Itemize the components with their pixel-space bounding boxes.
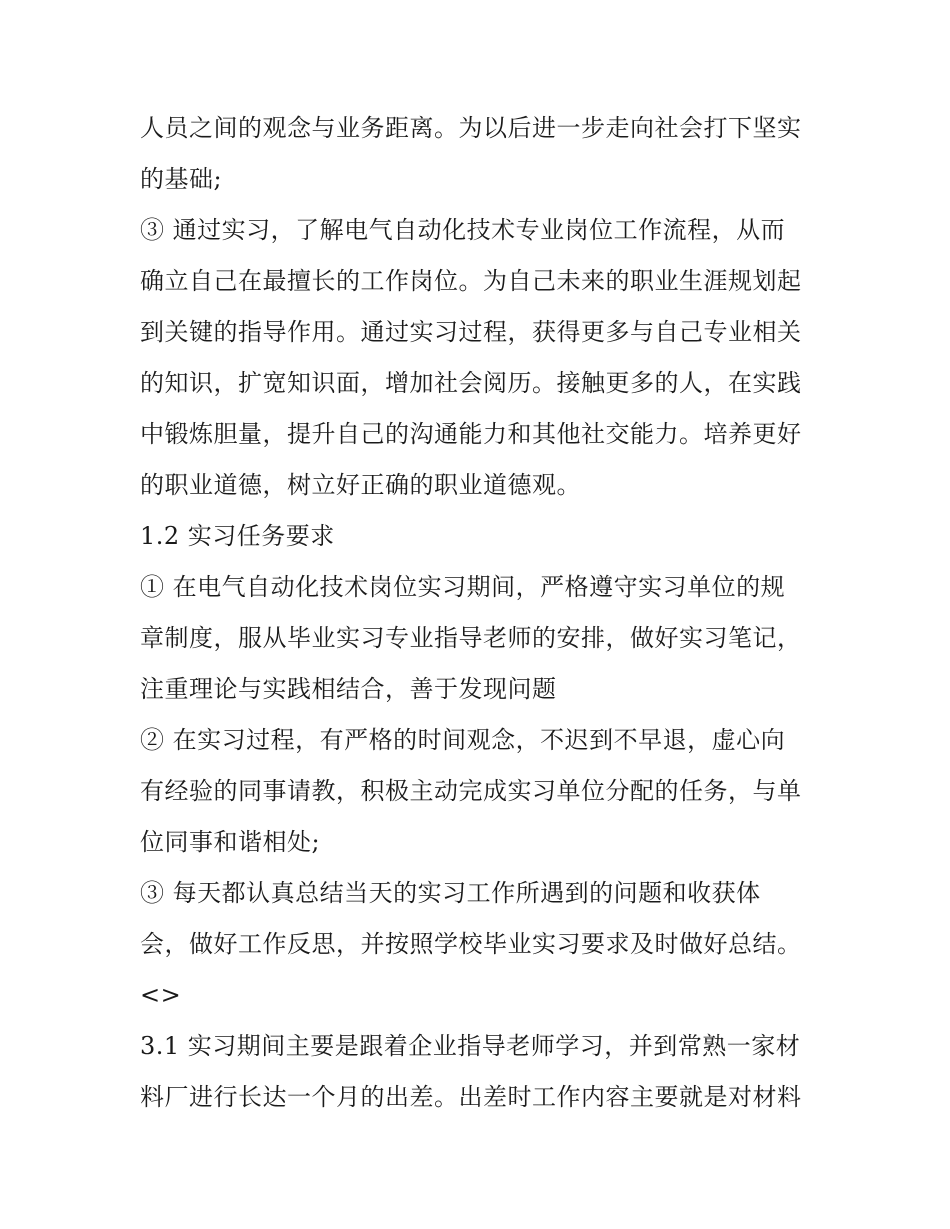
text-line: 人员之间的观念与业务距离。为以后进一步走向社会打下坚实 [140, 114, 802, 142]
text-line: 到关键的指导作用。通过实习过程，获得更多与自己专业相关 [140, 318, 802, 346]
text-line: 会，做好工作反思，并按照学校毕业实习要求及时做好总结。 [140, 930, 802, 958]
text-line: 位同事和谐相处; [140, 828, 321, 856]
section-heading: 1.2 实习任务要求 [140, 522, 335, 550]
text-line: 确立自己在最擅长的工作岗位。为自己未来的职业生涯规划起 [140, 267, 802, 295]
text-line: 章制度，服从毕业实习专业指导老师的安排，做好实习笔记， [140, 624, 802, 652]
text-line: 3.1 实习期间主要是跟着企业指导老师学习，并到常熟一家材 [140, 1032, 801, 1060]
text-line: 有经验的同事请教，积极主动完成实习单位分配的任务，与单 [140, 777, 802, 805]
text-line: ③ 通过实习，了解电气自动化技术专业岗位工作流程，从而 [140, 216, 786, 244]
document-body [140, 103, 820, 1123]
text-line: ① 在电气自动化技术岗位实习期间，严格遵守实习单位的规 [140, 573, 786, 601]
text-line: 注重理论与实践相结合，善于发现问题 [140, 675, 557, 703]
text-line: 的职业道德，树立好正确的职业道德观。 [140, 471, 581, 499]
text-line: 中锻炼胆量，提升自己的沟通能力和其他社交能力。培养更好 [140, 420, 802, 448]
text-line: 的知识，扩宽知识面，增加社会阅历。接触更多的人，在实践 [140, 369, 802, 397]
text-line: 的基础; [140, 165, 223, 193]
text-line: ③ 每天都认真总结当天的实习工作所遇到的问题和收获体 [140, 879, 761, 907]
text-line: ② 在实习过程，有严格的时间观念，不迟到不早退，虚心向 [140, 726, 786, 754]
text-line: 料厂进行长达一个月的出差。出差时工作内容主要就是对材料 [140, 1083, 802, 1111]
placeholder-marker: <> [140, 981, 182, 1009]
